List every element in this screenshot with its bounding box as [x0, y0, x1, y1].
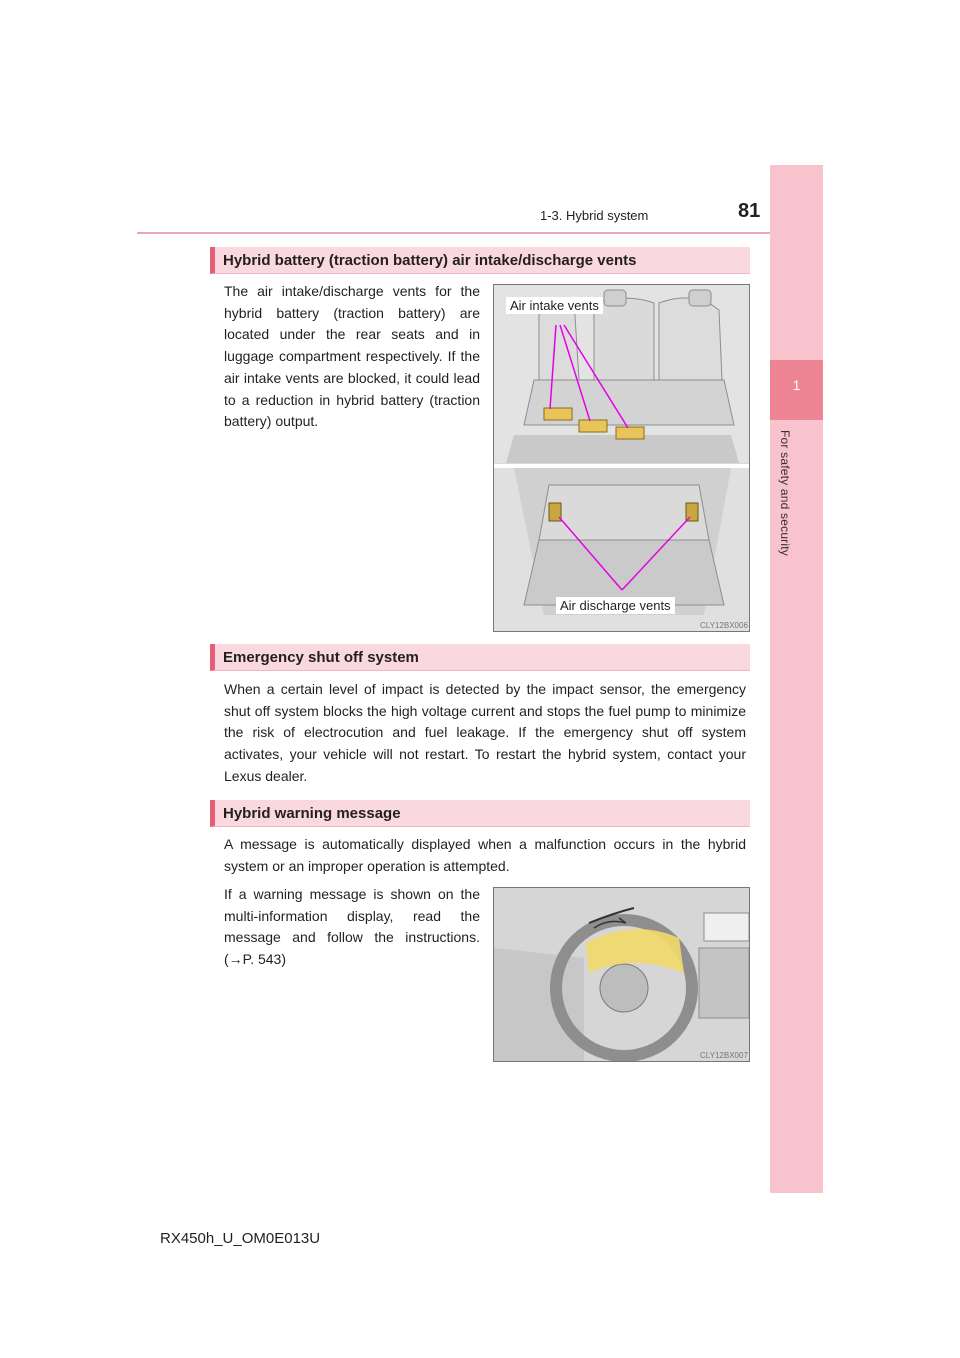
chapter-title: For safety and security: [778, 430, 792, 556]
warning-message-instructions: If a warning message is shown on the multi-information display, read the message and follow the instructions. (→P. 543): [224, 886, 480, 968]
figure-code-dashboard: CLY12BX007: [700, 1051, 748, 1060]
figure-code: CLY12BX006: [700, 621, 748, 630]
battery-vents-paragraph: The air intake/discharge vents for the hybrid battery (traction battery) are located under the rear seats and in luggage compartment respectively. If the air intake vents are blocked, it could lead to a reduction in hybrid battery (traction battery) output.: [224, 283, 480, 430]
section-heading-battery-vents: Hybrid battery (traction battery) air intake/discharge vents: [210, 247, 750, 274]
emergency-shutoff-paragraph: When a certain level of impact is detected by the impact sensor, the emergency shut off system blocks the high voltage current and stops the fuel pump to minimize the risk of electrocution and fuel leakage. If the emergency shut off system activates, your vehicle will not restart. To restart the hybrid system, contact your Lexus dealer.: [224, 681, 746, 784]
page-number: 81: [738, 200, 761, 222]
header-section-title: 1-3. Hybrid system: [540, 208, 649, 223]
header-divider: [137, 232, 823, 234]
chapter-number: 1: [792, 377, 801, 393]
model-code-footer: RX450h_U_OM0E013U: [160, 1230, 321, 1247]
section-heading-warning-message: Hybrid warning message: [210, 800, 750, 827]
air-discharge-vents-label: Air discharge vents: [556, 597, 675, 614]
section-heading-emergency-shutoff: Emergency shut off system: [210, 644, 750, 671]
warning-message-paragraph: A message is automatically displayed when a malfunction occurs in the hybrid system or an improper operation is attempted.: [224, 836, 746, 874]
air-intake-vents-label: Air intake vents: [506, 297, 603, 314]
dashboard-illustration: [493, 887, 750, 1062]
vents-illustration: [493, 284, 750, 632]
vents-drawing: [494, 285, 750, 632]
dashboard-drawing: [494, 888, 750, 1062]
side-chapter-tab: [770, 165, 823, 1193]
